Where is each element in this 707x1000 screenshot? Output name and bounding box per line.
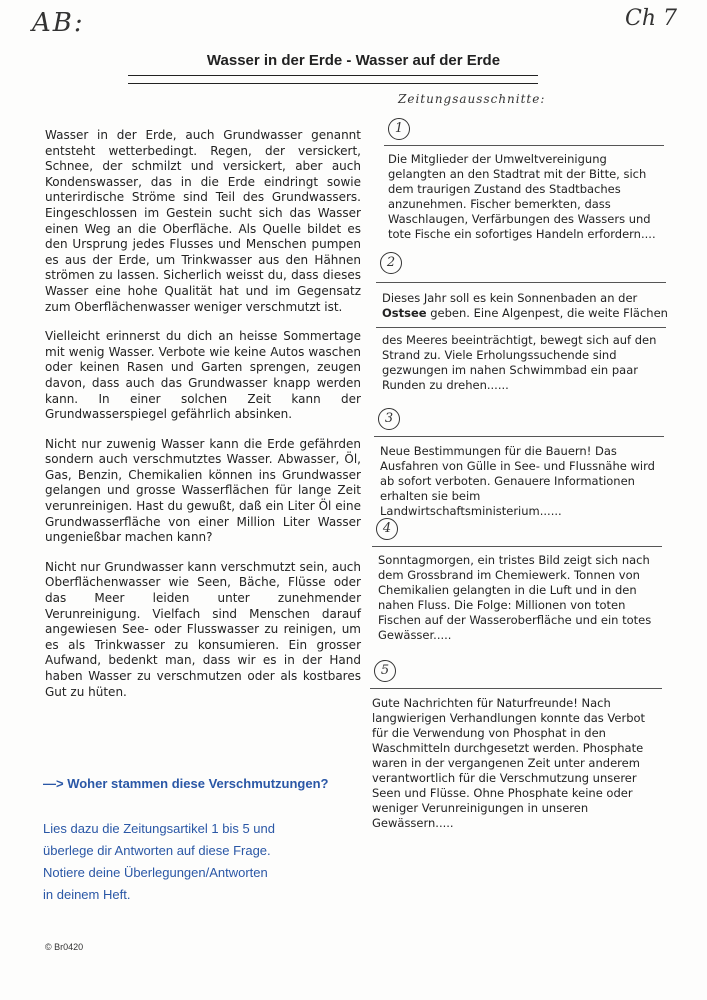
- clipping-2-top-rule: [376, 282, 666, 283]
- clipping-4-text: Sonntagmorgen, ein tristes Bild zeigt sich nach dem Grossbrand im Chemiewerk. Tonnen von Chemikalien gelangten in die Luft und in den nahen Fluss. Die Folge: Millionen von toten Fischen auf der Wasseroberfläche und ein totes Gewässer.....: [378, 553, 652, 642]
- clipping-2-text-b: des Meeres beeinträchtigt, bewegt sich auf den Strand zu. Viele Erholungssuchende sind gezwungen im nahen Schwimmbad ein paar Runden zu drehen......: [382, 333, 657, 392]
- worksheet-title: Wasser in der Erde - Wasser auf der Erde: [206, 52, 501, 69]
- clipping-1-text: Die Mitglieder der Umweltvereinigung gelangten an den Stadtrat mit der Bitte, sich dem traurigen Zustand des Stadtbaches anzunehmen. Fischer bemerkten, dass Waschlaugen, Verfärbungen des Wassers und tote Fische ein sofortiges Handeln erfordern....: [388, 152, 656, 241]
- clipping-1-top-rule: [384, 145, 664, 146]
- clipping-2-line2: geben. Eine Algenpest, die weite Flächen: [426, 306, 668, 320]
- clipping-number-1: 1: [388, 118, 410, 140]
- paragraph-groundwater: Wasser in der Erde, auch Grundwasser genannt entsteht wetterbedingt. Regen, der versickert, Schnee, der schmilzt und versickert, aber auch Kondenswasser, das in die Erde eindringt sowie unterirdische Ströme sind Teil des Grundwassers. Eingeschlossen im Gestein sucht sich das Wasser einen Weg an die Oberfläche. Als Quelle bildet es den Ursprung jedes Flusses und Menschen pumpen es aus der Erde, um Trinkwasser aus den Hähnen strömen zu lassen. Sicherlich weisst du, dass dieses Wasser eine hohe Qualität hat und im Gegensatz zum Oberflächenwasser weniger verschmutzt ist.: [45, 128, 361, 314]
- handwritten-ab-label: AB:: [32, 8, 85, 38]
- clipping-2-line1: Dieses Jahr soll es kein Sonnenbaden an der: [382, 291, 638, 305]
- task-line: Notiere deine Überlegungen/Antworten: [43, 865, 268, 880]
- task-line: überlege dir Antworten auf diese Frage.: [43, 843, 271, 858]
- clipping-5-top-rule: [370, 688, 662, 689]
- title-underline-bottom: [128, 83, 538, 84]
- main-text-column: [45, 128, 361, 714]
- clipping-5-text: Gute Nachrichten für Naturfreunde! Nach langwierigen Verhandlungen konnte das Verbot für die Verwendung von Phosphat in den Waschmitteln durchgesetzt werden. Phosphate waren in der vergangenen Zeit unter anderem verantwortlich für die Verschmutzung unserer Seen und Flüsse. Ohne Phosphate keine oder weniger Verunreinigungen in unseren Gewässern.....: [372, 696, 646, 830]
- paragraph-surface-water: Nicht nur Grundwasser kann verschmutzt sein, auch Oberflächenwasser wie Seen, Bäche, Flüsse oder das Meer leiden unter zunehmender Verunreinigung. Vielfach sind Menschen darauf angewiesen See- oder Flusswasser zu reinigen, um es als Trinkwasser zu konsumieren. Ein grosser Aufwand, bedenkt man, dass wir es in der Hand haben Wasser zu verschmutzen oder als kostbares Gut zu hüten.: [45, 559, 361, 699]
- handwritten-chapter-label: Ch 7: [625, 6, 677, 31]
- paragraph-summer: Vielleicht erinnerst du dich an heisse Sommertage mit wenig Wasser. Verbote wie keine Autos waschen oder keinen Rasen und Garten sprengen, zeugen davon, dass auch das Grundwasser knapp werden kann. In einer solchen Zeit kann der Grundwasserspiegel gefährlich absinken.: [45, 329, 361, 422]
- handwritten-clippings-note: Zeitungsausschnitte:: [398, 92, 546, 106]
- clipping-2-ostsee: Ostsee: [382, 306, 427, 320]
- task-line: in deinem Heft.: [43, 887, 131, 902]
- clipping-2-text-a: [382, 291, 672, 321]
- clipping-3-text: Neue Bestimmungen für die Bauern! Das Ausfahren von Gülle in See- und Flussnähe wird ab sofort verboten. Genauere Informationen erhalten sie beim Landwirtschaftsministerium......: [380, 444, 655, 518]
- task-instructions: [43, 818, 323, 906]
- question-heading: —> Woher stammen diese Verschmutzungen?: [43, 776, 329, 791]
- clipping-number-3: 3: [378, 408, 400, 430]
- clipping-3-top-rule: [374, 436, 664, 437]
- paragraph-pollution: Nicht nur zuwenig Wasser kann die Erde gefährden sondern auch verschmutztes Wasser. Abwasser, Öl, Gas, Benzin, Chemikalien können ins Grundwasser gelangen und grosse Wasserflächen für lange Zeit verunreinigen. Hast du gewußt, daß ein Liter Öl eine Grundwasserfläche von einer Million Liter Wasser ungenießbar machen kann?: [45, 436, 361, 545]
- clipping-2-mid-rule: [376, 327, 666, 328]
- clipping-number-5: 5: [374, 660, 396, 682]
- clipping-number-4: 4: [376, 518, 398, 540]
- task-line: Lies dazu die Zeitungsartikel 1 bis 5 und: [43, 821, 275, 836]
- clipping-number-2: 2: [380, 252, 402, 274]
- title-underline-top: [128, 75, 538, 76]
- copyright-notice: © Br0420: [45, 942, 84, 952]
- clipping-4-top-rule: [372, 546, 662, 547]
